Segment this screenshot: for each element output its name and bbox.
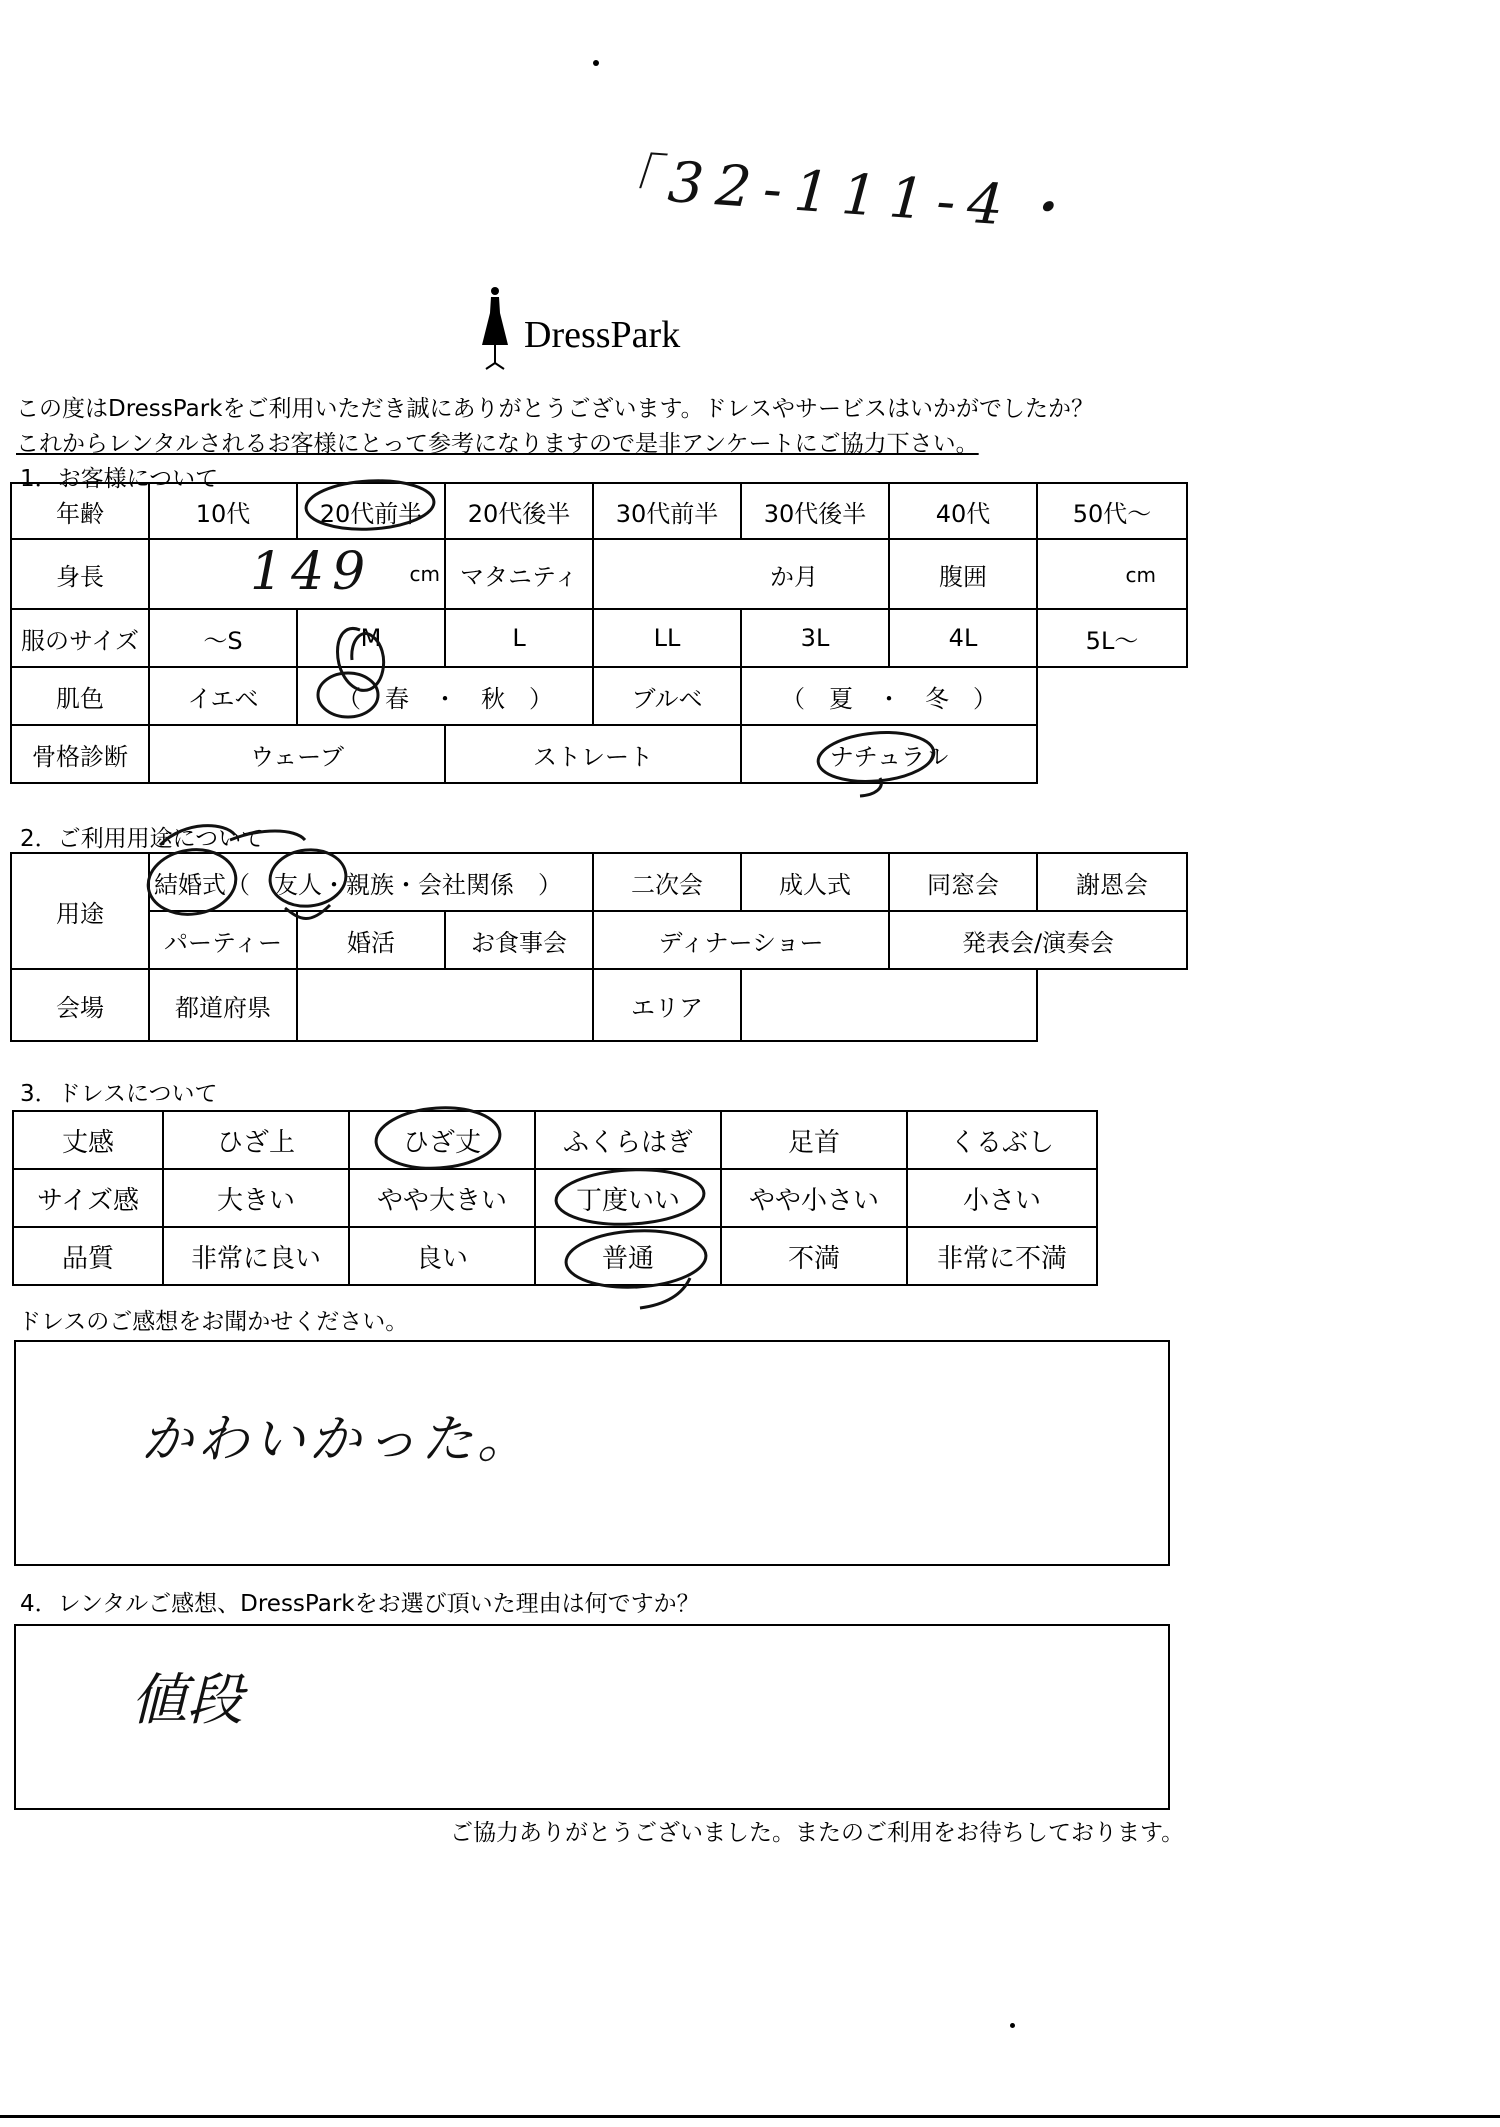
age-row bbox=[11, 483, 1187, 539]
area-field[interactable] bbox=[741, 969, 1037, 1041]
size-option[interactable]: L bbox=[445, 609, 593, 667]
frame-option[interactable]: ウェーブ bbox=[149, 725, 445, 783]
length-option[interactable]: ふくらはぎ bbox=[535, 1111, 721, 1169]
frame-option[interactable]: ナチュラル bbox=[741, 725, 1037, 783]
quality-option[interactable]: 良い bbox=[349, 1227, 535, 1285]
fit-option[interactable]: 小さい bbox=[907, 1169, 1097, 1227]
height-value: 149 bbox=[250, 542, 374, 602]
logo-text: DressPark bbox=[524, 314, 681, 356]
skin-yellow[interactable]: イエベ bbox=[149, 667, 297, 725]
skin-blue[interactable]: ブルベ bbox=[593, 667, 741, 725]
purpose-table bbox=[10, 852, 1188, 1042]
scan-dot bbox=[593, 60, 599, 66]
section-1-title: 1．お客様について bbox=[20, 466, 219, 492]
age-option[interactable]: 40代 bbox=[889, 483, 1037, 539]
empty-cell bbox=[1037, 667, 1187, 725]
length-option[interactable]: ひざ上 bbox=[163, 1111, 349, 1169]
size-option[interactable]: M bbox=[297, 609, 445, 667]
age-option[interactable]: 20代前半 bbox=[297, 483, 445, 539]
months-unit: か月 bbox=[770, 562, 818, 591]
wedding-option[interactable]: 結婚式 bbox=[154, 870, 226, 899]
purpose-option[interactable]: パーティー bbox=[149, 911, 297, 969]
reason-answer: 値段 bbox=[131, 1668, 243, 1733]
purpose-label: 用途 bbox=[11, 853, 149, 969]
quality-label: 品質 bbox=[13, 1227, 163, 1285]
purpose-option[interactable]: 発表会/演奏会 bbox=[889, 911, 1187, 969]
section-3-title: 3．ドレスについて bbox=[20, 1081, 218, 1107]
frame-row bbox=[11, 725, 1187, 783]
purpose-option[interactable]: お食事会 bbox=[445, 911, 593, 969]
age-option[interactable]: 10代 bbox=[149, 483, 297, 539]
purpose-option[interactable]: 同窓会 bbox=[889, 853, 1037, 911]
intro-line-1: この度はDressParkをご利用いただき誠にありがとうございます。ドレスやサービスはいかがでしたか？ bbox=[16, 396, 1094, 422]
length-option[interactable]: くるぶし bbox=[907, 1111, 1097, 1169]
height-cell[interactable] bbox=[149, 539, 445, 609]
age-option[interactable]: 50代～ bbox=[1037, 483, 1187, 539]
skin-blue-options[interactable]: （ 夏 ・ 冬 ） bbox=[741, 667, 1037, 725]
frame-option[interactable]: ストレート bbox=[445, 725, 741, 783]
fit-option[interactable]: やや小さい bbox=[721, 1169, 907, 1227]
impression-prompt: ドレスのご感想をお聞かせください。 bbox=[18, 1309, 409, 1335]
fit-option[interactable]: 大きい bbox=[163, 1169, 349, 1227]
skin-yellow-options[interactable]: （ 春 ・ 秋 ） bbox=[297, 667, 593, 725]
impression-box[interactable] bbox=[14, 1340, 1170, 1566]
quality-option[interactable]: 普通 bbox=[535, 1227, 721, 1285]
prefecture-label: 都道府県 bbox=[149, 969, 297, 1041]
purpose-option[interactable]: ディナーショー bbox=[593, 911, 889, 969]
fit-option[interactable]: 丁度いい bbox=[535, 1169, 721, 1227]
height-label: 身長 bbox=[11, 539, 149, 609]
reason-box[interactable] bbox=[14, 1624, 1170, 1810]
size-option[interactable]: 3L bbox=[741, 609, 889, 667]
purpose-option[interactable]: 婚活 bbox=[297, 911, 445, 969]
dress-table bbox=[12, 1110, 1098, 1286]
wedding-cell[interactable] bbox=[149, 853, 593, 911]
maternity-label: マタニティ bbox=[445, 539, 593, 609]
length-label: 丈感 bbox=[13, 1111, 163, 1169]
footer-rule bbox=[0, 2115, 1500, 2118]
impression-answer: かわいかった。 bbox=[141, 1410, 534, 1470]
dress-icon bbox=[478, 285, 512, 375]
wedding-sub-options[interactable]: （ 友人・親族・会社関係 ） bbox=[226, 870, 562, 899]
purpose-option[interactable]: 二次会 bbox=[593, 853, 741, 911]
prefecture-field[interactable] bbox=[297, 969, 593, 1041]
quality-option[interactable]: 不満 bbox=[721, 1227, 907, 1285]
size-option[interactable]: LL bbox=[593, 609, 741, 667]
quality-option[interactable]: 非常に不満 bbox=[907, 1227, 1097, 1285]
quality-option[interactable]: 非常に良い bbox=[163, 1227, 349, 1285]
size-row bbox=[11, 609, 1187, 667]
age-label: 年齢 bbox=[11, 483, 149, 539]
section-2-title: 2．ご利用用途について bbox=[20, 826, 265, 852]
age-option[interactable]: 30代後半 bbox=[741, 483, 889, 539]
height-unit: cm bbox=[409, 562, 440, 586]
closing-text: ご協力ありがとうございました。またのご利用をお待ちしております。 bbox=[450, 1820, 1185, 1846]
frame-label: 骨格診断 bbox=[11, 725, 149, 783]
waist-value[interactable] bbox=[1037, 539, 1187, 609]
length-row bbox=[13, 1111, 1097, 1169]
size-label: 服のサイズ bbox=[11, 609, 149, 667]
waist-label: 腹囲 bbox=[889, 539, 1037, 609]
empty-cell bbox=[1037, 969, 1187, 1041]
height-row bbox=[11, 539, 1187, 609]
fit-label: サイズ感 bbox=[13, 1169, 163, 1227]
area-label: エリア bbox=[593, 969, 741, 1041]
purpose-row-2 bbox=[11, 911, 1187, 969]
purpose-option[interactable]: 成人式 bbox=[741, 853, 889, 911]
age-option[interactable]: 20代後半 bbox=[445, 483, 593, 539]
scan-dot bbox=[1010, 2023, 1015, 2028]
intro-line-2: これからレンタルされるお客様にとって参考になりますので是非アンケートにご協力下さい。 bbox=[16, 431, 979, 457]
venue-row bbox=[11, 969, 1187, 1041]
purpose-row-1 bbox=[11, 853, 1187, 911]
length-option[interactable]: ひざ丈 bbox=[349, 1111, 535, 1169]
skin-label: 肌色 bbox=[11, 667, 149, 725]
maternity-months[interactable] bbox=[593, 539, 889, 609]
section-4-title: 4．レンタルご感想、DressParkをお選び頂いた理由は何ですか？ bbox=[20, 1591, 700, 1617]
size-option[interactable]: ～S bbox=[149, 609, 297, 667]
logo bbox=[478, 285, 738, 375]
customer-table bbox=[10, 482, 1188, 784]
size-option[interactable]: 4L bbox=[889, 609, 1037, 667]
fit-option[interactable]: やや大きい bbox=[349, 1169, 535, 1227]
waist-unit: cm bbox=[1125, 563, 1156, 587]
size-option[interactable]: 5L～ bbox=[1037, 609, 1187, 667]
empty-cell bbox=[1037, 725, 1187, 783]
purpose-option[interactable]: 謝恩会 bbox=[1037, 853, 1187, 911]
quality-row bbox=[13, 1227, 1097, 1285]
handwritten-top-note: 「32-111-4・ bbox=[598, 145, 1085, 244]
venue-label: 会場 bbox=[11, 969, 149, 1041]
length-option[interactable]: 足首 bbox=[721, 1111, 907, 1169]
age-option[interactable]: 30代前半 bbox=[593, 483, 741, 539]
fit-row bbox=[13, 1169, 1097, 1227]
skin-row bbox=[11, 667, 1187, 725]
